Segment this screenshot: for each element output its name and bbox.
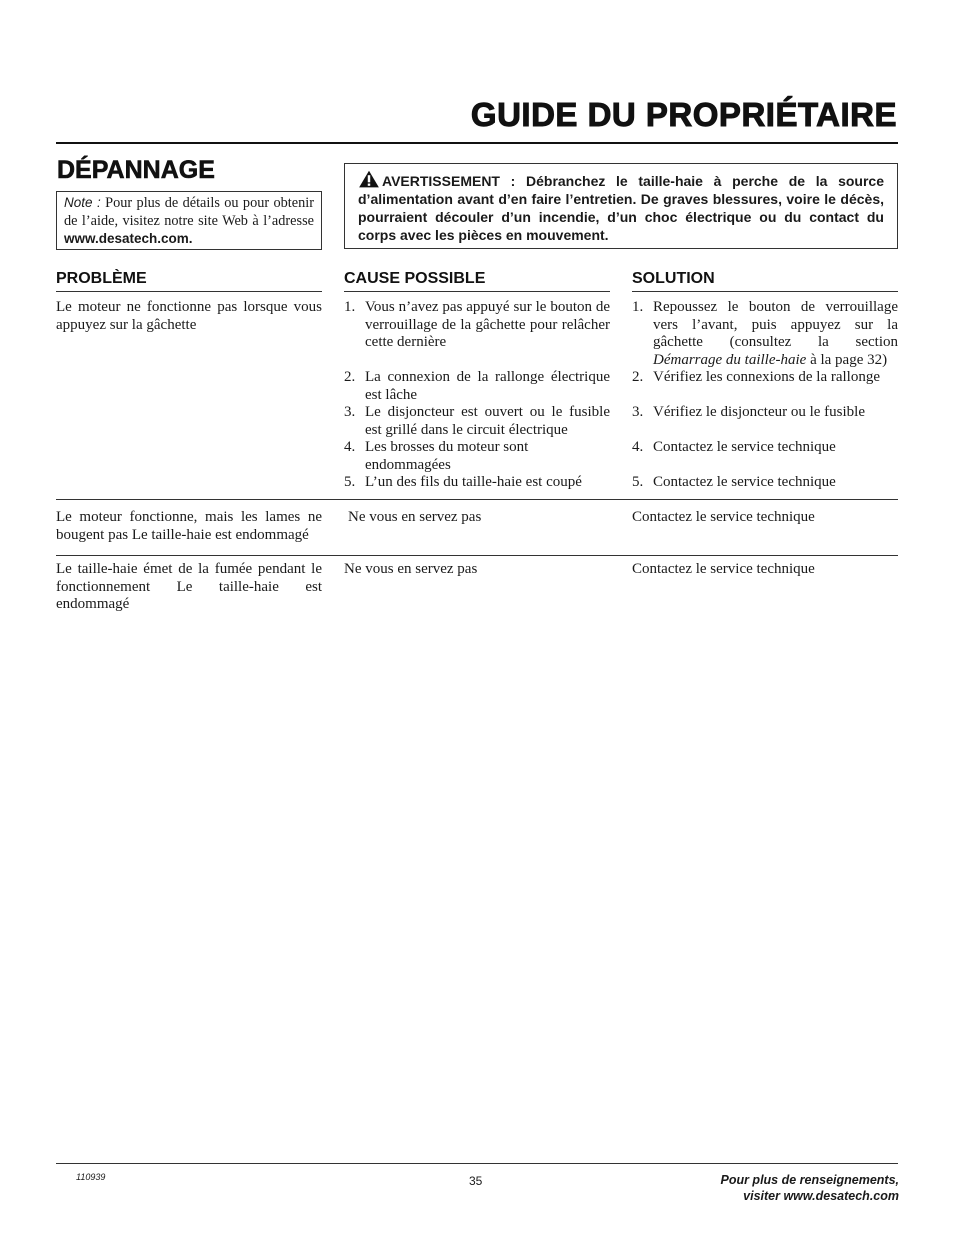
header-divider <box>56 142 898 144</box>
page-header-title: GUIDE DU PROPRIÉTAIRE <box>470 96 897 133</box>
cause-item-text: Le disjoncteur est ouvert ou le fusible est grillé dans le circuit électrique <box>365 404 610 438</box>
page-number: 35 <box>469 1174 483 1188</box>
column-header-cause: CAUSE POSSIBLE <box>344 270 486 287</box>
cause-item-number: 3. <box>344 404 356 420</box>
header-rule-problem <box>56 291 322 292</box>
solution-item-number: 5. <box>632 474 644 490</box>
note-box <box>56 191 322 250</box>
section-title: DÉPANNAGE <box>57 156 215 184</box>
cause-item-number: 5. <box>344 474 356 490</box>
cause-item-text: L’un des fils du taille-haie est coupé <box>365 474 582 490</box>
solution-item-number: 3. <box>632 404 644 420</box>
solution-item-text <box>653 299 898 369</box>
cause-item-text: La connexion de la rallonge électrique est lâche <box>365 369 610 403</box>
website-link[interactable]: www.desatech.com. <box>64 231 193 246</box>
table-row-1-problem: Le moteur ne fonctionne pas lorsque vous appuyez sur la gâchette <box>56 299 322 333</box>
document-number: 110939 <box>76 1172 106 1182</box>
table-row-2-problem: Le moteur fonctionne, mais les lames ne bougent pas Le taille-haie est endommagé <box>56 509 322 543</box>
warning-box <box>344 163 898 249</box>
solution-text-part: Repoussez le bouton de verrouillage vers l’avant, puis appuyez sur la gâchette (consultez la section <box>653 299 898 350</box>
table-row-3-solution: Contactez le service technique <box>632 561 815 577</box>
footer-info <box>720 1172 899 1204</box>
note-text: Pour plus de détails ou pour obtenir de l’aide, visitez notre site Web à l’adresse <box>64 195 314 229</box>
column-header-solution: SOLUTION <box>632 270 715 287</box>
solution-item-text: Vérifiez le disjoncteur ou le fusible <box>653 404 866 420</box>
solution-text-part: à la page 32) <box>806 351 888 368</box>
warning-icon <box>358 170 380 188</box>
solution-item-number: 2. <box>632 369 644 385</box>
cause-item-text: Vous n’avez pas appuyé sur le bouton de verrouillage de la gâchette pour relâcher cette dernière <box>365 299 610 350</box>
solution-item-number: 4. <box>632 439 644 455</box>
cause-item-number: 2. <box>344 369 356 385</box>
table-row-2-solution: Contactez le service technique <box>632 509 815 525</box>
solution-item-text: Vérifiez les connexions de la rallonge <box>653 369 880 385</box>
footer-info-line-2: visiter www.desatech.com <box>743 1189 899 1203</box>
solution-item-number: 1. <box>632 299 644 315</box>
column-header-problem: PROBLÈME <box>56 270 147 287</box>
cause-item-number: 1. <box>344 299 356 315</box>
solution-item-text: Contactez le service technique <box>653 474 836 490</box>
table-row-2-cause: Ne vous en servez pas <box>348 509 482 525</box>
note-label: Note : <box>64 195 101 210</box>
row-divider <box>56 499 898 500</box>
table-row-3-problem: Le taille-haie émet de la fumée pendant le fonctionnement Le taille-haie est endommagé <box>56 561 322 612</box>
solution-section-reference: Démarrage du taille-haie <box>653 351 807 368</box>
warning-text: AVERTISSEMENT : Débranchez le taille-haie à perche de la source d’alimentation avant d’en faire l’entretien. De graves blessures, voire le décès, pourraient découler d’un incendie, d’un choc électrique ou du contact du corps avec les pièces en mouvement. <box>358 173 884 243</box>
row-divider <box>56 555 898 556</box>
header-rule-solution <box>632 291 898 292</box>
header-rule-cause <box>344 291 610 292</box>
cause-item-text: Les brosses du moteur sont endommagées <box>365 439 529 473</box>
footer-info-line-1: Pour plus de renseignements, <box>720 1173 899 1187</box>
footer-divider <box>56 1163 898 1164</box>
solution-item-text: Contactez le service technique <box>653 439 836 455</box>
cause-item-number: 4. <box>344 439 356 455</box>
table-row-3-cause: Ne vous en servez pas <box>344 561 478 577</box>
